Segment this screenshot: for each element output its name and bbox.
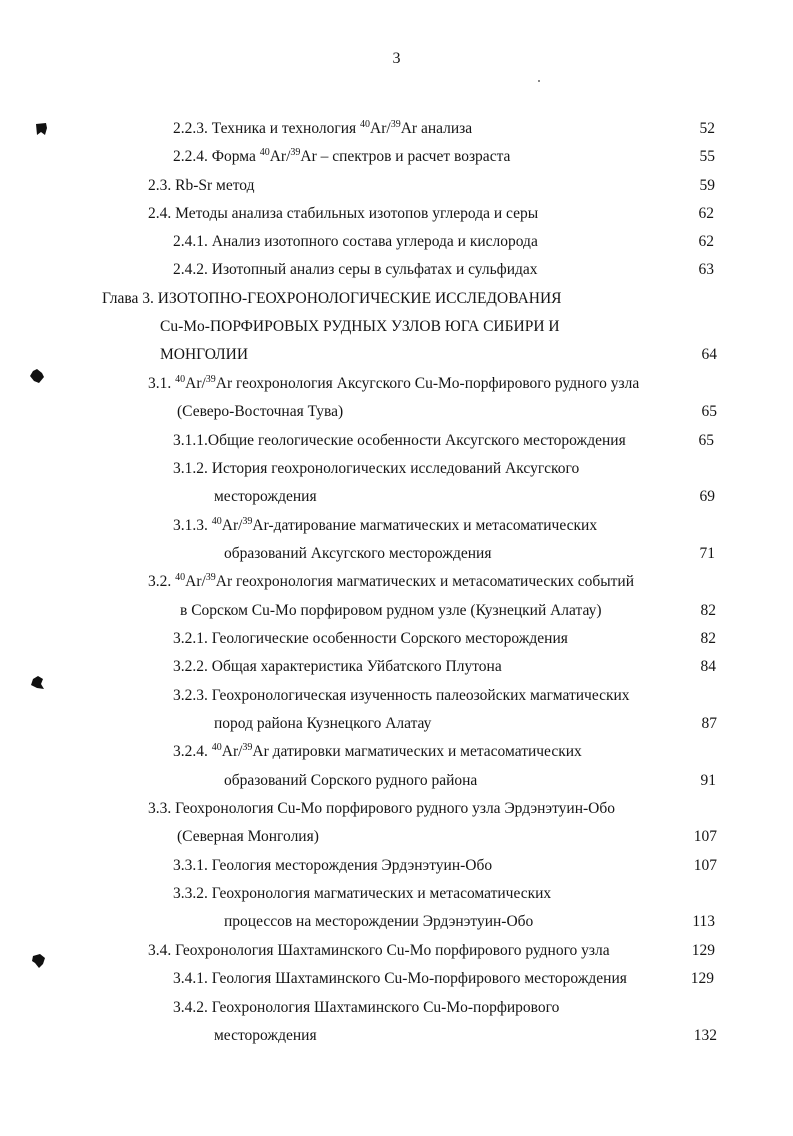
toc-page: 107 <box>693 857 717 874</box>
binding-hole-mark <box>29 675 45 691</box>
toc-entry-3-1: 3.1. $^{40}$Ar/$^{39}$Ar геохронология Аксугского Cu-Mo-порфирового рудного узла <box>148 374 640 392</box>
binding-hole-mark <box>31 953 47 969</box>
toc-entry-2-3: 2.3. Rb-Sr метод <box>148 177 255 194</box>
toc-page: 62 <box>698 205 714 222</box>
toc-entry-2-4-2: 2.4.2. Изотопный анализ серы в сульфатах и сульфидах <box>173 261 538 278</box>
toc-entry-3-3-cont: (Северная Монголия) <box>177 828 319 845</box>
toc-entry-3-2: 3.2. $^{40}$Ar/$^{39}$Ar геохронология магматических и метасоматических событий <box>148 572 635 590</box>
toc-page: 129 <box>690 970 714 987</box>
toc-page: 82 <box>700 602 716 619</box>
toc-entry-3-4-1: 3.4.1. Геология Шахтаминского Cu-Mo-порфирового месторождения <box>173 970 627 987</box>
toc-entry-3-3-1: 3.3.1. Геология месторождения Эрдэнэтуин-Обо <box>173 857 493 874</box>
toc-entry-3-3-2: 3.3.2. Геохронология магматических и метасоматических <box>173 885 552 902</box>
toc-entry-3-2-4: 3.2.4. $^{40}$Ar/$^{39}$Ar датировки магматических и метасоматических <box>173 742 582 760</box>
toc-entry-3-4-2: 3.4.2. Геохронология Шахтаминского Cu-Mo-порфирового <box>173 999 560 1016</box>
toc-page: 55 <box>699 148 715 165</box>
toc-entry-2-2-4: 2.2.4. Форма $^{40}$Ar/$^{39}$Ar – спектров и расчет возраста <box>173 147 511 165</box>
toc-page: 59 <box>699 177 715 194</box>
toc-page: 71 <box>699 545 715 562</box>
toc-entry-2-4: 2.4. Методы анализа стабильных изотопов углерода и серы <box>148 205 539 222</box>
toc-chapter-3-title-end: МОНГОЛИИ <box>160 346 249 363</box>
toc-page: 65 <box>698 432 714 449</box>
toc-page: 87 <box>701 715 717 732</box>
binding-hole-mark <box>34 122 48 136</box>
scan-speck <box>538 80 540 82</box>
toc-page: 65 <box>701 403 717 420</box>
toc-page: 69 <box>699 488 715 505</box>
toc-entry-3-2-3-cont: пород района Кузнецкого Алатау <box>214 715 432 732</box>
toc-page: 84 <box>700 658 716 675</box>
toc-page: 107 <box>693 828 717 845</box>
toc-page: 129 <box>691 942 715 959</box>
toc-entry-3-3: 3.3. Геохронология Cu-Mo порфирового рудного узла Эрдэнэтуин-Обо <box>148 800 615 817</box>
toc-page: 62 <box>698 233 714 250</box>
binding-hole-mark <box>29 368 45 384</box>
toc-entry-3-1-cont: (Северо-Восточная Тува) <box>177 403 344 420</box>
toc-entry-3-1-2-cont: месторождения <box>214 488 317 505</box>
toc-page: 91 <box>700 772 716 789</box>
toc-entry-3-1-3: 3.1.3. $^{40}$Ar/$^{39}$Ar-датирование магматических и метасоматических <box>173 516 598 534</box>
toc-entry-3-4: 3.4. Геохронология Шахтаминского Cu-Mo порфирового рудного узла <box>148 942 610 959</box>
toc-entry-3-4-2-cont: месторождения <box>214 1027 317 1044</box>
toc-entry-3-3-2-cont: процессов на месторождении Эрдэнэтуин-Обо <box>224 913 534 930</box>
toc-chapter-3-title-cont: Cu-Mo-ПОРФИРОВЫХ РУДНЫХ УЗЛОВ ЮГА СИБИРИ И <box>160 318 560 335</box>
toc-entry-3-2-1: 3.2.1. Геологические особенности Сорского месторождения <box>173 630 568 647</box>
toc-entry-3-2-2: 3.2.2. Общая характеристика Уйбатского Плутона <box>173 658 502 675</box>
toc-page: 82 <box>700 630 716 647</box>
toc-entry-3-1-2: 3.1.2. История геохронологических исследований Аксугского <box>173 460 580 477</box>
toc-entry-3-1-3-cont: образований Аксугского месторождения <box>224 545 492 562</box>
toc-page: 52 <box>699 120 715 137</box>
toc-entry-2-4-1: 2.4.1. Анализ изотопного состава углерода и кислорода <box>173 233 538 250</box>
toc-page: 63 <box>698 261 714 278</box>
toc-page: 64 <box>701 346 717 363</box>
toc-page: 113 <box>692 913 715 930</box>
toc-entry-2-2-3: 2.2.3. Техника и технология $^{40}$Ar/$^{39}$Ar анализа <box>173 119 473 137</box>
toc-entry-3-1-1: 3.1.1.Общие геологические особенности Аксугского месторождения <box>173 432 626 449</box>
toc-entry-3-2-cont: в Сорском Cu-Mo порфировом рудном узле (Кузнецкий Алатау) <box>180 602 602 619</box>
toc-entry-3-2-3: 3.2.3. Геохронологическая изученность палеозойских магматических <box>173 687 630 704</box>
toc-entry-3-2-4-cont: образований Сорского рудного района <box>224 772 478 789</box>
toc-page: 132 <box>693 1027 717 1044</box>
toc-chapter-3-title: Глава 3. ИЗОТОПНО-ГЕОХРОНОЛОГИЧЕСКИЕ ИССЛЕДОВАНИЯ <box>102 290 562 307</box>
page-number: 3 <box>392 50 401 67</box>
